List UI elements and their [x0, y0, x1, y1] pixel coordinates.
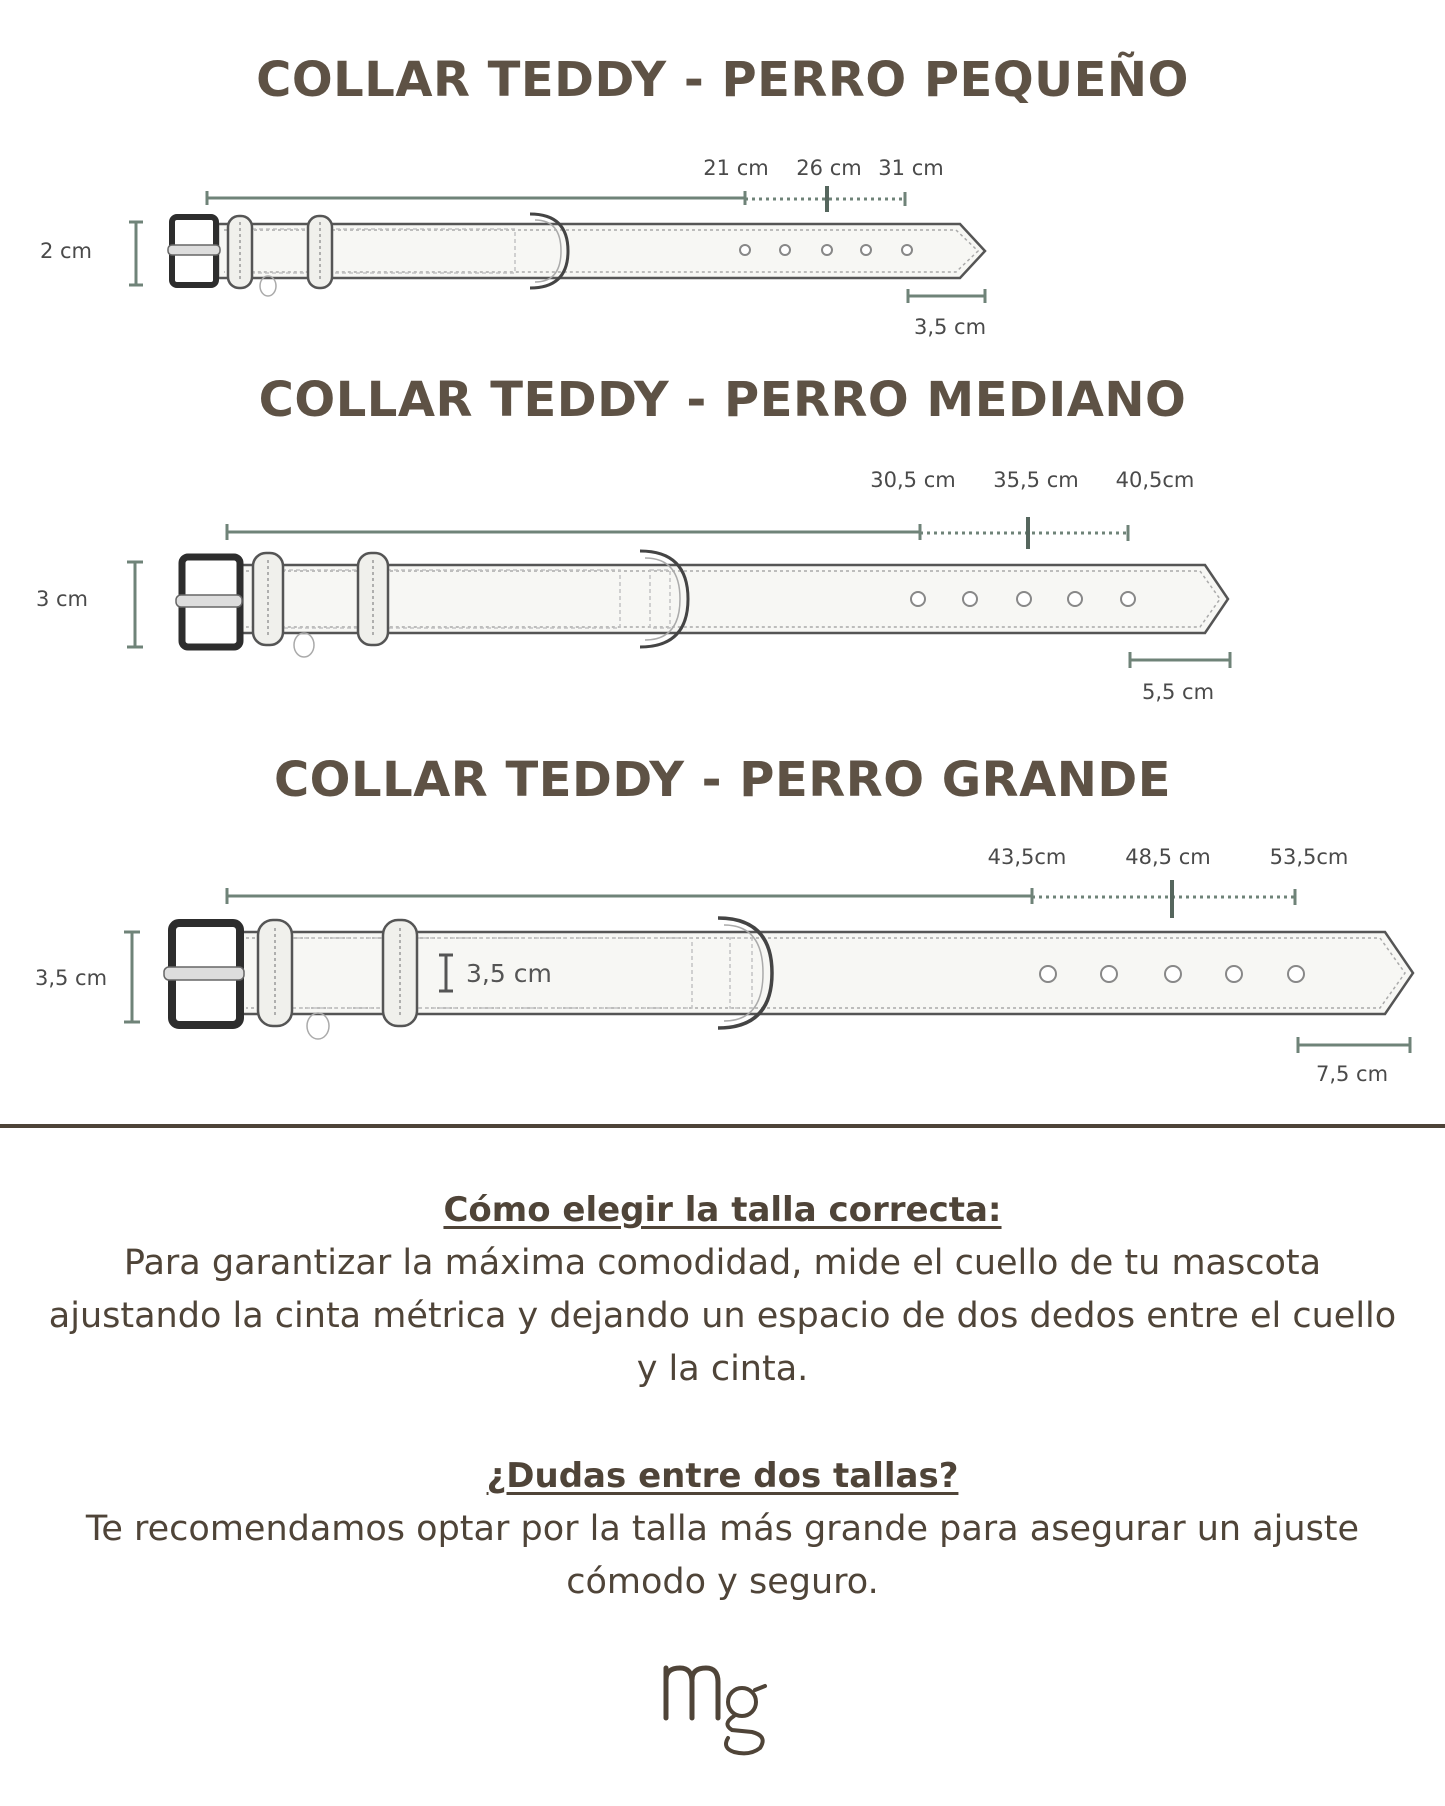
- measure-mid: 26 cm: [796, 156, 862, 180]
- collar-large-diagram: [0, 840, 1445, 1100]
- guide-text: Para garantizar la máxima comodidad, mide el cuello de tu mascota ajustando la cinta métrica y dejando un espacio de dos dedos entre el cuello y la cinta.: [48, 1243, 1397, 1389]
- measure-mid: 35,5 cm: [993, 468, 1079, 492]
- title-medium: COLLAR TEDDY - PERRO MEDIANO: [258, 372, 1187, 428]
- collar-medium-diagram: [0, 465, 1445, 715]
- tip-label: 5,5 cm: [1141, 680, 1215, 704]
- doubts-heading: ¿Dudas entre dos tallas?: [486, 1456, 959, 1496]
- width-label: 3,5 cm: [34, 966, 108, 990]
- title-small: COLLAR TEDDY - PERRO PEQUEÑO: [256, 52, 1189, 108]
- collar-small-diagram: [0, 150, 1445, 350]
- mg-logo-icon: [660, 1648, 780, 1758]
- doubts-text: Te recomendamos optar por la talla más grande para asegurar un ajuste cómodo y seguro.: [85, 1509, 1360, 1602]
- inner-width-label: 3,5 cm: [466, 959, 552, 988]
- measure-max: 53,5cm: [1269, 845, 1349, 869]
- measure-max: 40,5cm: [1115, 468, 1195, 492]
- tip-label: 7,5 cm: [1315, 1062, 1389, 1086]
- measure-max: 31 cm: [878, 156, 944, 180]
- measure-min: 43,5cm: [987, 845, 1067, 869]
- measure-min: 21 cm: [703, 156, 769, 180]
- tip-label: 3,5 cm: [913, 315, 987, 339]
- measure-mid: 48,5 cm: [1125, 845, 1211, 869]
- width-label: 3 cm: [35, 587, 89, 611]
- measure-min: 30,5 cm: [870, 468, 956, 492]
- width-label: 2 cm: [39, 239, 93, 263]
- title-large: COLLAR TEDDY - PERRO GRANDE: [273, 752, 1172, 808]
- guide-heading: Cómo elegir la talla correcta:: [443, 1190, 1002, 1230]
- section-divider: [0, 1124, 1445, 1128]
